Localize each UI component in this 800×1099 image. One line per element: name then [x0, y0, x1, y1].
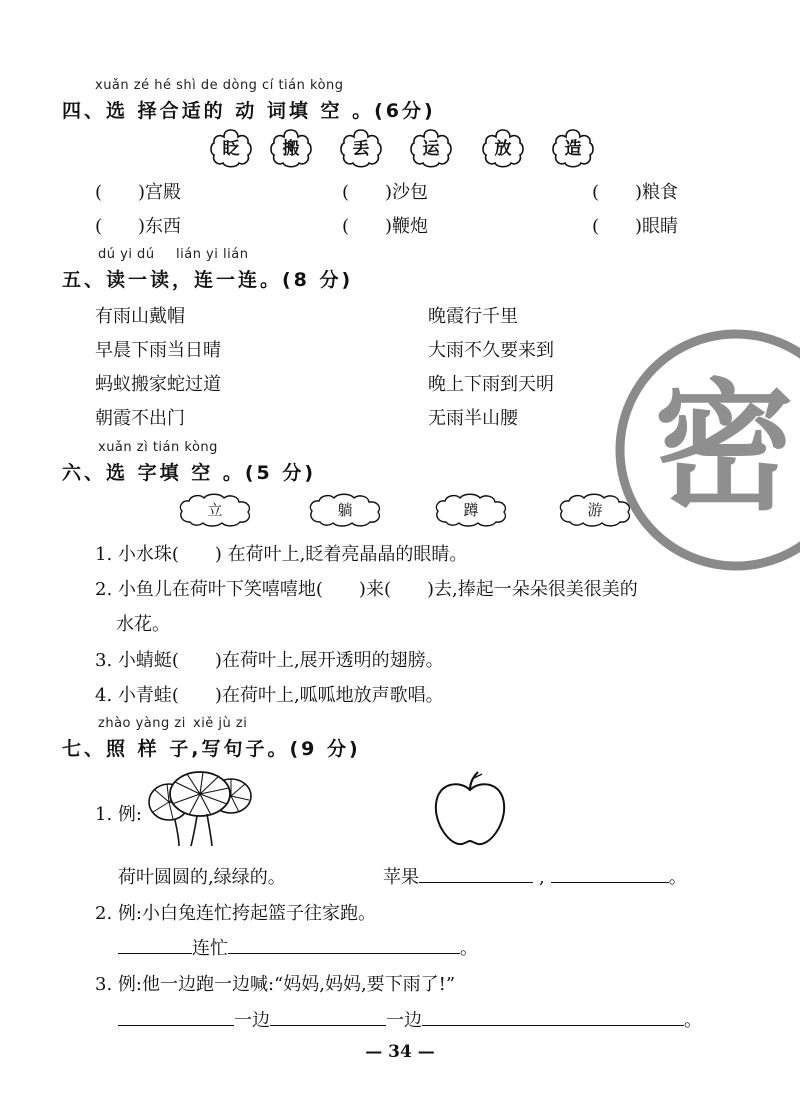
word-flower [338, 126, 384, 172]
period: 。 [684, 1010, 702, 1031]
sec7-pinyin-a: zhào yàng zi [98, 716, 186, 731]
sentence-item[interactable]: 4. 小青蛙( )在荷叶上,呱呱地放声歌唱。 [95, 685, 444, 706]
word-2: 蹲 [463, 501, 479, 519]
sentence-item[interactable]: 2. 小鱼儿在荷叶下笑嘻嘻地( )来( )去,捧起一朵朵很美很美的 [95, 579, 638, 600]
fill-blank-item[interactable]: ( )沙包 [342, 182, 429, 203]
answer-blank[interactable] [422, 1007, 684, 1026]
word-cloud [176, 492, 254, 528]
answer-blank[interactable] [419, 864, 533, 883]
fill-blank-item[interactable]: ( )粮食 [592, 182, 679, 203]
proverb-left[interactable]: 蚂蚁搬家蛇过道 [95, 374, 221, 395]
period: 。 [668, 867, 687, 888]
word-5: 造 [564, 139, 582, 159]
proverb-right[interactable]: 大雨不久要来到 [428, 340, 554, 361]
page-number: — 34 — [365, 1042, 435, 1062]
item2-answer-row [118, 934, 478, 960]
word-cloud [556, 492, 634, 528]
word-4: 放 [494, 139, 512, 159]
sentence-item-cont: 水花。 [116, 614, 170, 635]
word-2: 丢 [352, 139, 370, 159]
confidential-seal [612, 326, 800, 574]
item3-example: 3. 例:他一边跑一边喊:“妈妈,妈妈,要下雨了!” [95, 974, 456, 995]
proverb-left[interactable]: 早晨下雨当日晴 [95, 340, 221, 361]
word-flower [408, 126, 454, 172]
seal-graphic [612, 326, 800, 574]
sentence-item[interactable]: 3. 小蜻蜓( )在荷叶上,展开透明的翅膀。 [95, 650, 444, 671]
item1-answer-row [383, 863, 687, 889]
proverb-right[interactable]: 无雨半山腰 [428, 408, 518, 429]
proverb-right[interactable]: 晚霞行千里 [428, 306, 518, 327]
sec5-pinyin-b: lián yi lián [176, 247, 249, 262]
sec6-heading: 六、选 字填 空 。(5 分) [62, 462, 317, 484]
sec6-pinyin: xuǎn zì tián kòng [98, 440, 218, 455]
word-cloud [306, 492, 384, 528]
answer-blank[interactable] [118, 1007, 234, 1026]
item1-label: 1. 例: [95, 804, 142, 825]
sec4-pinyin: xuǎn zé hé shì de dòng cí tián kòng [95, 78, 344, 93]
item2-word: 连忙 [192, 938, 228, 959]
comma: , [539, 867, 545, 888]
proverb-left[interactable]: 朝霞不出门 [95, 408, 185, 429]
item3-answer-row [118, 1006, 702, 1032]
proverb-left[interactable]: 有雨山戴帽 [95, 306, 185, 327]
word-cloud [432, 492, 510, 528]
sec7-heading: 七、照 样 子,写句子。(9 分) [62, 738, 361, 760]
sec4-heading: 四、选 择合适的 动 词填 空 。(6分) [62, 100, 436, 122]
word-0: 立 [207, 501, 223, 519]
word-1: 搬 [282, 139, 300, 159]
proverb-right[interactable]: 晚上下雨到天明 [428, 374, 554, 395]
item3-word: 一边 [386, 1010, 422, 1031]
period: 。 [460, 938, 478, 959]
seal-char: 密 [653, 367, 795, 530]
word-flower [268, 126, 314, 172]
answer-blank[interactable] [551, 864, 669, 883]
sec7-pinyin-b: xiě jù zi [193, 716, 248, 731]
item1-example: 荷叶圆圆的,绿绿的。 [118, 867, 286, 888]
sec5-pinyin-a: dú yi dú [98, 247, 155, 262]
item3-word: 一边 [234, 1010, 270, 1031]
lotus-leaf-illustration [145, 768, 255, 852]
answer-blank[interactable] [270, 1007, 386, 1026]
fill-blank-item[interactable]: ( )鞭炮 [342, 216, 429, 237]
answer-blank[interactable] [118, 935, 192, 954]
word-flower [550, 126, 596, 172]
item1-subject: 苹果 [383, 867, 419, 888]
fill-blank-item[interactable]: ( )宫殿 [95, 182, 182, 203]
fill-blank-item[interactable]: ( )眼睛 [592, 216, 679, 237]
word-3: 运 [422, 139, 440, 159]
word-flower [480, 126, 526, 172]
item2-example: 2. 例:小白兔连忙挎起篮子往家跑。 [95, 903, 376, 924]
word-0: 眨 [222, 139, 240, 159]
fill-blank-item[interactable]: ( )东西 [95, 216, 182, 237]
word-flower [208, 126, 254, 172]
sentence-item[interactable]: 1. 小水珠( ) 在荷叶上,眨着亮晶晶的眼睛。 [95, 544, 468, 565]
sec5-heading: 五、读一读，连一连。(8 分) [62, 269, 354, 291]
word-1: 躺 [337, 501, 353, 519]
apple-illustration [430, 770, 510, 854]
word-3: 游 [587, 501, 603, 519]
answer-blank[interactable] [228, 935, 460, 954]
